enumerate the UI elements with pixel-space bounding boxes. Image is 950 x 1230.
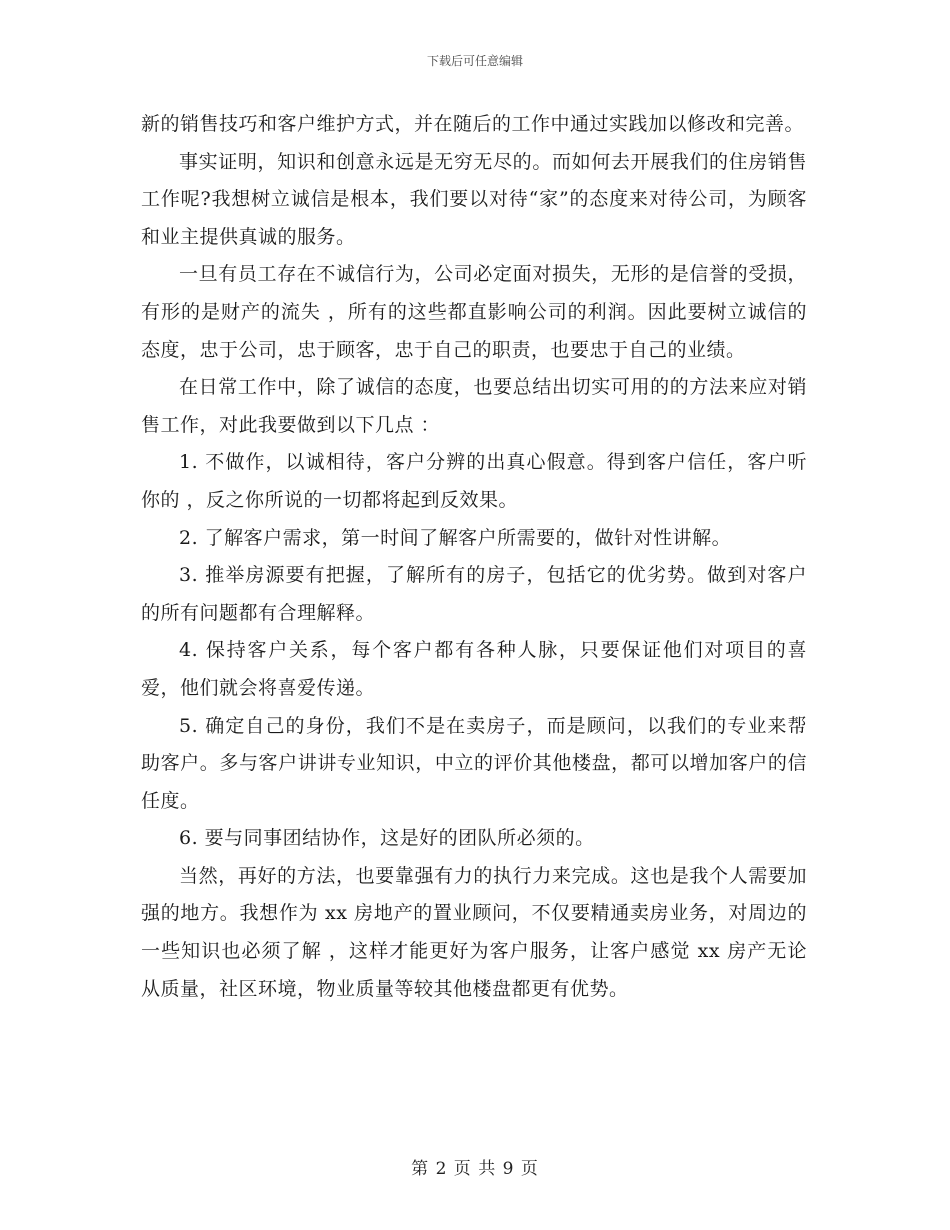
paragraph-1: 新的销售技巧和客户维护方式，并在随后的工作中通过实践加以修改和完善。 [141, 113, 805, 135]
page-header: 下载后可任意编辑 [426, 54, 523, 68]
paragraph-4: 在日常工作中，除了诚信的态度，也要总结出切实可用的的方法来应对销售工作，对此我要做到以下几点 ： [141, 376, 807, 436]
page-number: 第 2 页 共 9 页 [411, 1159, 539, 1179]
document-body [141, 106, 807, 1008]
list-item-2: 2. 了解客户需求，第一时间了解客户所需要的，做针对性讲解。 [179, 526, 732, 549]
list-item-4: 4. 保持客户关系，每个客户都有各种人脉，只要保证他们对项目的喜爱，他们就会将喜爱传递。 [141, 639, 807, 699]
list-item-5: 5. 确定自己的身份，我们不是在卖房子，而是顾问，以我们的专业来帮助客户。多与客户讲讲专业知识，中立的评价其他楼盘，都可以增加客户的信任度。 [141, 714, 807, 812]
list-item-1: 1. 不做作，以诚相待，客户分辨的出真心假意。得到客户信任，客户听你的 ，反之你所说的一切都将起到反效果。 [141, 451, 807, 511]
paragraph-3: 一旦有员工存在不诚信行为，公司必定面对损失，无形的是信誉的受损，有形的是财产的流失 ，所有的这些都直影响公司的利润。因此要树立诚信的态度，忠于公司，忠于顾客，忠于自己的职责，也要忠于自己的业绩。 [141, 263, 807, 361]
list-item-3: 3. 推举房源要有把握，了解所有的房子，包括它的优劣势。做到对客户的所有问题都有合理解释。 [141, 564, 807, 624]
paragraph-2: 事实证明，知识和创意永远是无穷无尽的。而如何去开展我们的住房销售工作呢?我想树立诚信是根本，我们要以对待“家”的态度来对待公司，为顾客和业主提供真诚的服务。 [141, 150, 807, 248]
paragraph-5: 当然，再好的方法，也要靠强有力的执行力来完成。这也是我个人需要加强的地方。我想作为 xx 房地产的置业顾问，不仅要精通卖房业务，对周边的一些知识也必须了解 ，这样才能更好为客户服务，让客户感觉 xx 房产无论从质量，社区环境，物业质量等较其他楼盘都更有优势。 [141, 864, 807, 1000]
list-item-6: 6. 要与同事团结协作，这是好的团队所必须的。 [179, 827, 595, 850]
